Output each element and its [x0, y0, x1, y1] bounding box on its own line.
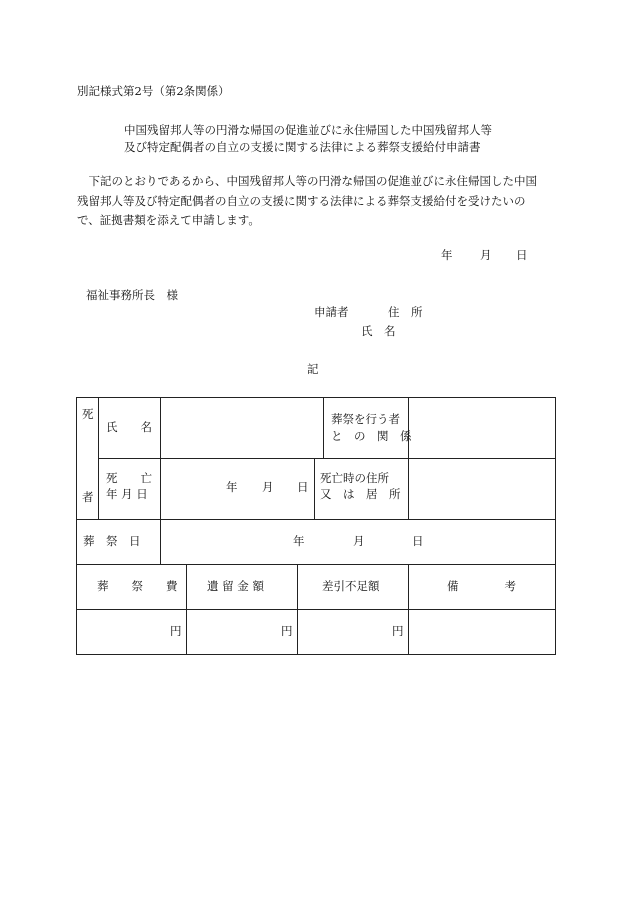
application-table: [76, 397, 556, 655]
table-border-top: [76, 397, 556, 398]
deceased-label-1: 死: [82, 407, 94, 421]
death-date-month: 月: [262, 480, 274, 494]
col-divider-deceased: [98, 397, 99, 519]
form-id: 別記様式第2号（第2条関係）: [77, 84, 230, 98]
form-title-line2: 及び特定配偶者の自立の支援に関する法律による葬祭支援給付申請書: [124, 140, 481, 154]
estate-amount-header: 遺 留 金 額: [207, 579, 264, 593]
death-date-label-1: 死 亡: [106, 471, 152, 485]
date-year-label: 年: [441, 248, 453, 262]
addressee: 福祉事務所長 様: [86, 288, 178, 302]
application-statement: [77, 172, 557, 231]
name-label: 氏 名: [106, 420, 152, 434]
funeral-day-month: 月: [353, 534, 365, 548]
table-border-bottom: [76, 654, 556, 655]
col-divider-residence-r2: [314, 458, 315, 519]
row-divider-4: [76, 609, 556, 610]
shortfall-yen: 円: [392, 624, 404, 638]
funeral-day-day: 日: [412, 534, 424, 548]
funeral-cost-header: 葬 祭 費: [97, 579, 178, 593]
col-divider-cost: [186, 564, 187, 655]
date-month-label: 月: [480, 248, 492, 262]
applicant-address-label: 住 所: [388, 305, 423, 319]
col-divider-value: [408, 397, 409, 519]
applicant-name-label: 氏 名: [361, 324, 396, 338]
shortfall-header: 差引不足額: [322, 579, 380, 593]
row-divider-1: [98, 458, 556, 459]
relation-label-1: 葬祭を行う者: [331, 412, 400, 426]
form-title-line1: 中国残留邦人等の円滑な帰国の促進並びに永住帰国した中国残留邦人等: [124, 123, 492, 137]
row-divider-3: [76, 564, 556, 565]
remarks-header: 備 考: [447, 579, 516, 593]
col-divider-shortfall: [408, 564, 409, 655]
col-divider-relation-r1: [323, 397, 324, 458]
death-date-year: 年: [226, 480, 238, 494]
relation-label-2: と の 関 係: [331, 429, 412, 443]
table-border-left: [76, 397, 77, 655]
estate-amount-yen: 円: [281, 624, 293, 638]
col-divider-label: [160, 397, 161, 519]
residence-label-1: 死亡時の住所: [320, 471, 389, 485]
funeral-day-label: 葬 祭 日: [83, 534, 141, 548]
death-date-label-2: 年 月 日: [106, 487, 148, 501]
date-day-label: 日: [516, 248, 528, 262]
col-divider-funeral-day: [160, 519, 161, 564]
residence-label-2: 又 は 居 所: [320, 487, 401, 501]
statement-line-2: 残留邦人等及び特定配偶者の自立の支援に関する法律による葬祭支援給付を受けたいの: [77, 193, 526, 208]
col-divider-estate: [297, 564, 298, 655]
funeral-cost-yen: 円: [170, 624, 182, 638]
row-divider-2: [76, 519, 556, 520]
deceased-label-2: 者: [82, 490, 94, 504]
table-border-right: [555, 397, 556, 655]
applicant-label: 申請者: [314, 305, 349, 319]
statement-line-3: で、証拠書類を添えて申請します。: [77, 213, 260, 227]
statement-line-1: 下記のとおりであるから、中国残留邦人等の円滑な帰国の促進並びに永住帰国した中国: [77, 174, 537, 188]
ki-heading: 記: [307, 362, 319, 376]
funeral-day-year: 年: [293, 534, 305, 548]
death-date-day: 日: [297, 480, 309, 494]
